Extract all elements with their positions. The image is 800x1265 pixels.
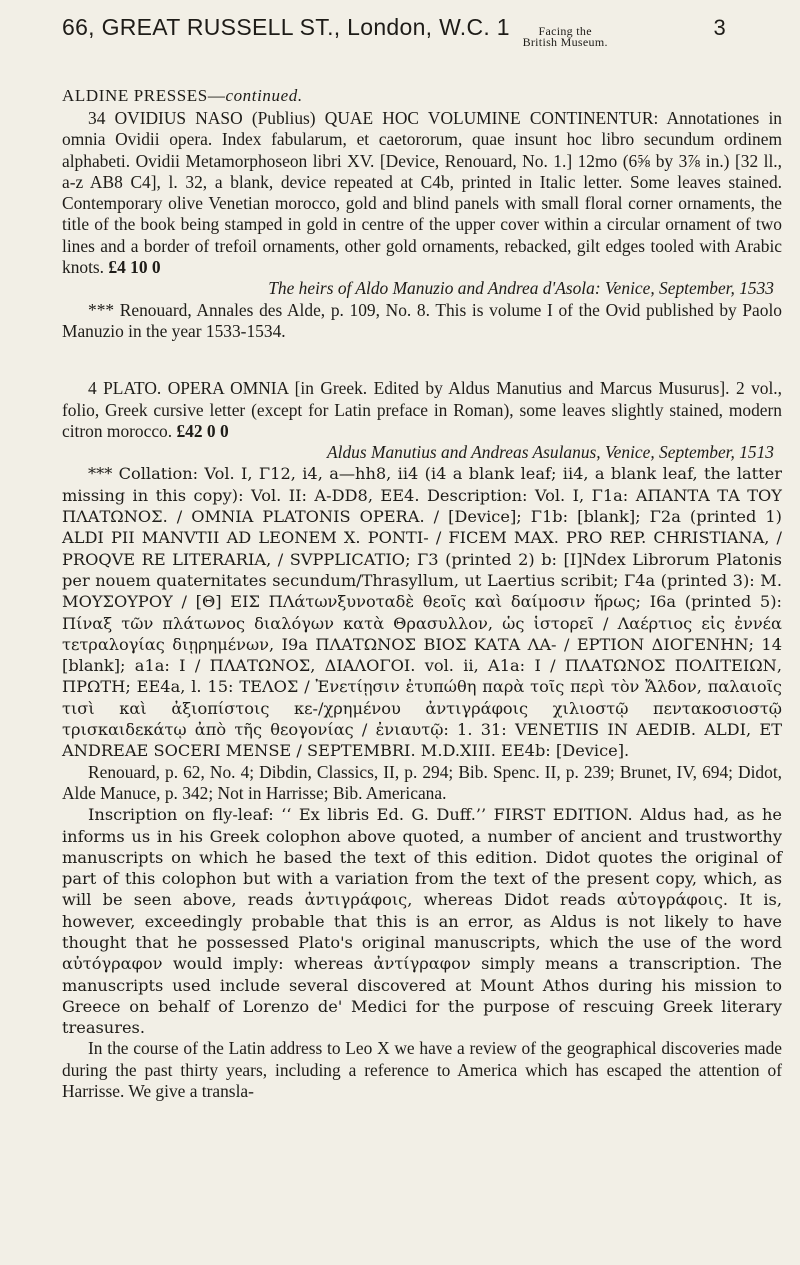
entry-4-inscription: Inscription on fly-leaf: ‘‘ Ex libris Ed. G. Duff.’’ FIRST EDITION. Aldus had, as he informs us in his Greek colophon above quoted, a number of ancient and trustworthy manuscripts on which he based the text of this edition. Didot quotes the original of part of this colophon but with a variation from the text of the present copy, which, as will be seen above, reads ἀντιγράφοις, whereas Didot reads αὐτογράφοις. It is, however, exceedingly probable that this is an error, as Aldus is not likely to have thought that he possessed Plato's original manuscripts, which the use of the word αὐτόγραφον would imply: whereas ἀντίγραφον simply means a transcription. The manuscripts used include several discovered at Mount Athos during his mission to Greece on behalf of Lorenzo de' Medici for the purpose of rescuing Greek literary treasures. — [62, 805, 782, 1038]
entry-34-ovidius — [62, 108, 782, 342]
entry-34-note: *** Renouard, Annales des Alde, p. 109, No. 8. This is volume I of the Ovid published by Paolo Manuzio in the year 1533-1534. — [62, 299, 782, 341]
page-number: 3 — [713, 15, 726, 40]
page-header — [62, 14, 782, 48]
entry-4-collation: *** Collation: Vol. I, Γ12, i4, a—hh8, ii4 (i4 a blank leaf; ii4, a blank leaf, the latter missing in this copy): Vol. II: A-DD8, EE4. Description: Vol. I, Γ1a: ΑΠΑΝΤΑ ΤΑ ΤΟΥ ΠΛΑΤΩΝΟΣ. / OMNIA PLATONIS OPERA. / [Device]; Γ1b: [blank]; Γ2a (printed 1) ALDI PII MANVTII AD LEONEM X. PONTI- / FICEM MAX. PRO REP. CHRISTIANA, / PROQVE RE LITERARIA, / SVPPLICATIO; Γ3 (printed 2) b: [I]Ndex Librorum Platonis per nouem quaternitates secundum/Thrasyllum, ut Laertius scribit; Γ4a (printed 3): Μ. ΜΟΥΣΟΥΡΟΥ / [Θ] ΕΙΣ ΠΛάτωνξυνοταδὲ θεοῖς καὶ δαίμοσιν ἥρως; Ι6a (printed 5): Πίναξ τῶν πλάτωνος διαλόγων κατὰ Θρασυλλον, ὡς ἱστορεῖ / Λαέρτιος εἰς ἐννέα τετραλογίας διῃρημένων, Ι9a ΠΛΑΤΩΝΟΣ ΒΙΟΣ ΚΑΤΑ ΛΑ- / ΕΡΤΙΟΝ ΔΙΟΓΕΝΗΝ; 14 [blank]; a1a: Ι / ΠΛΑΤΩΝΟΣ, ΔΙΑΛΟΓΟΙ. vol. ii, A1a: Ι / ΠΛΑΤΩΝΟΣ ΠΟΛΙΤΕΙΩΝ, ΠΡΩΤΗ; ΕΕ4a, l. 15: ΤΕΛΟΣ / Ἐνετίῃσιν ἐτυπώθη παρὰ τοῖς περὶ τὸν Ἄλδον, παλαιοῖς τισὶ καὶ ἀξιοπίστοις κε-/χρημένου ἀντιγράφοις χιλιοστῷ πεντακοσιοστῷ τρισκαιδεκάτῳ ἀπὸ τῆς θεογονίας / ἐνιαυτῷ: 1. 31: VENETIIS IN AEDIB. ALDI, ET ANDREAE SOCERI MENSE / SEPTEMBRI. M.D.XIII. EE4b: [Device]. — [62, 464, 782, 761]
entry-4-imprint: Aldus Manutius and Andreas Asulanus, Venice, September, 1513 — [327, 442, 774, 463]
entry-4-price: £42 0 0 — [176, 420, 229, 441]
entry-spacer — [62, 342, 782, 378]
entry-34-description: 34 OVIDIUS NASO (Publius) QUAE HOC VOLUMINE CONTINENTUR: Annotationes in omnia Ovidii opera. Index fabularum, et caetororum, quae insunt hoc libro secundum ordinem alphabeti. Ovidii Metamorphoseon libri XV. [Device, Renouard, No. 1.] 12mo (6⅝ by 3⅞ in.) [32 ll., a-z AB8 C4], l. 32, a blank, device repeated at C4b, printed in Italic letter. Some leaves stained. Contemporary olive Venetian morocco, gold and blind panels with small floral corner ornaments, the title of the book being stamped in gold in centre of the upper cover within a circular ornament of two lines and a border of trefoil ornaments, other gold ornaments, rebacked, gilt edges tooled with Arabic knots. £4 10 0 — [62, 108, 782, 278]
entry-4-closing: In the course of the Latin address to Leo X we have a review of the geographical discoveries made during the past thirty years, including a reference to America which has escaped the attention of Harrisse. We give a transla- — [62, 1038, 782, 1102]
entry-4-description: 4 PLATO. OPERA OMNIA [in Greek. Edited by Aldus Manutius and Marcus Musurus]. 2 vol., folio, Greek cursive letter (except for Latin preface in Roman), some leaves slightly stained, modern citron morocco. £42 0 0 — [62, 378, 782, 441]
running-title: ALDINE PRESSES—continued. — [62, 86, 303, 105]
header-address: 66, GREAT RUSSELL ST., London, W.C. 1 Facing the British Museum. — [62, 14, 608, 49]
entry-34-price: £4 10 0 — [108, 257, 161, 278]
header-facing-note: Facing the British Museum. — [522, 24, 608, 49]
entry-34-imprint: The heirs of Aldo Manuzio and Andrea d'Asola: Venice, September, 1533 — [268, 278, 774, 299]
entry-4-plato — [62, 378, 782, 1102]
entry-4-references: Renouard, p. 62, No. 4; Dibdin, Classics, II, p. 294; Bib. Spenc. II, p. 239; Brunet, IV, 694; Didot, Alde Manuce, p. 342; Not in Harrisse; Bib. Americana. — [62, 761, 782, 803]
